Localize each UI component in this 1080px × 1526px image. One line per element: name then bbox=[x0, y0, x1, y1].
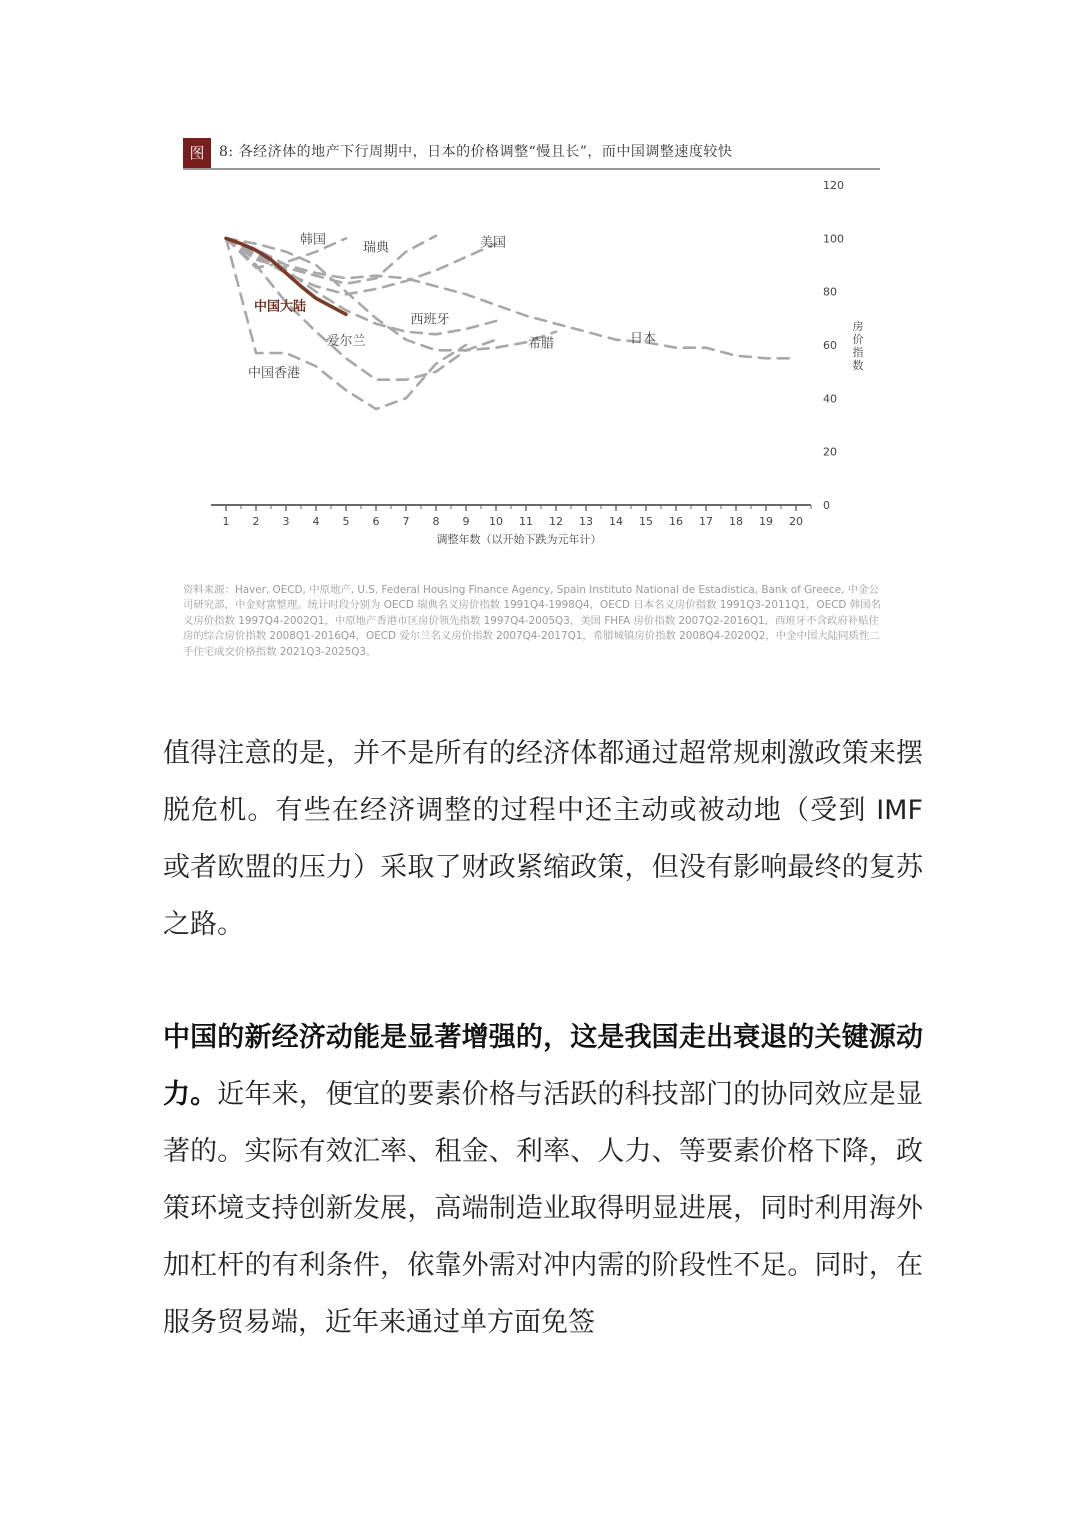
body-paragraph-2 bbox=[163, 1009, 923, 1351]
house-price-chart bbox=[0, 0, 1080, 580]
series-label: 中国香港 bbox=[247, 366, 301, 381]
x-tick-label: 6 bbox=[372, 515, 380, 528]
series-label: 美国 bbox=[479, 235, 507, 251]
y-tick-label: 100 bbox=[823, 232, 844, 246]
y-axis-title: 房价指数 bbox=[852, 320, 864, 372]
x-tick-label: 17 bbox=[699, 515, 713, 528]
series-line-日本 bbox=[226, 238, 796, 358]
x-tick-label: 18 bbox=[729, 515, 743, 528]
series-label: 韩国 bbox=[299, 232, 327, 248]
y-tick-label: 120 bbox=[823, 179, 844, 192]
paragraph-text: 近年来，便宜的要素价格与活跃的科技部门的协同效应是显著的。实际有效汇率、租金、利率、人力、等要素价格下降，政策环境支持创新发展，高端制造业取得明显进展，同时利用海外加杠杆的有利条件，依靠外需对冲内需的阶段性不足。同时，在服务贸易端，近年来通过单方面免签 bbox=[163, 1079, 923, 1338]
x-tick-label: 19 bbox=[759, 515, 773, 528]
x-tick-label: 16 bbox=[669, 515, 683, 528]
x-axis-title: 调整年数（以开始下跌为元年计） bbox=[436, 533, 602, 546]
x-tick-label: 3 bbox=[282, 515, 290, 528]
x-tick-label: 8 bbox=[432, 515, 440, 528]
paragraph-lead-bold: 中国的新经济动能是显著增强的，这是我国走出衰退的关键源动力。 bbox=[163, 1022, 923, 1110]
series-line-西班牙 bbox=[226, 238, 496, 334]
x-tick-label: 9 bbox=[462, 515, 470, 528]
x-tick-label: 5 bbox=[342, 515, 350, 528]
x-tick-label: 1 bbox=[222, 515, 230, 528]
y-tick-label: 60 bbox=[823, 339, 837, 352]
y-tick-label: 0 bbox=[823, 499, 830, 512]
y-tick-label: 80 bbox=[823, 285, 837, 299]
x-tick-label: 7 bbox=[402, 515, 410, 528]
figure-source-note: 资料来源：Haver, OECD, 中原地产, U.S. Federal Housing Finance Agency, Spain Instituto National de Estadistica, Bank of Greece, 中金公司研究部，中金财富整理。统计时段分别为 OECD 瑞典名义房价指数 1991Q4-1998Q4，OECD 日本名义房价指数 1991Q3-2011Q1，OECD 韩国名义房价指数 1997Q4-2002Q1，中原地产香港市区房价领先指数 1997Q4-2005Q3，美国 FHFA 房价指数 2007Q2-2016Q1，西班牙不含政府补贴住房的综合房价指数 2008Q1-2016Q4，OECD 爱尔兰名义房价指数 2007Q4-2017Q1，希腊城镇房价指数 2008Q4-2020Q2，中金中国大陆同质性二手住宅成交价格指数 2021Q3-2025Q3。 bbox=[183, 584, 881, 658]
series-label: 瑞典 bbox=[362, 240, 390, 256]
series-line-瑞典 bbox=[226, 236, 436, 284]
x-tick-label: 14 bbox=[609, 515, 623, 528]
x-tick-label: 13 bbox=[579, 515, 593, 528]
series-label: 希腊 bbox=[527, 336, 555, 352]
x-tick-label: 15 bbox=[639, 515, 653, 528]
body-paragraph-1: 值得注意的是，并不是所有的经济体都通过超常规刺激政策来摆脱危机。有些在经济调整的过程中还主动或被动地（受到 IMF 或者欧盟的压力）采取了财政紧缩政策，但没有影响最终的复苏之路。 bbox=[163, 738, 923, 940]
chart-figure bbox=[0, 0, 1080, 680]
series-label: 中国大陆 bbox=[253, 299, 307, 315]
x-tick-label: 2 bbox=[252, 515, 260, 528]
x-tick-label: 20 bbox=[789, 515, 803, 528]
series-label: 日本 bbox=[629, 331, 657, 347]
chart-series bbox=[226, 236, 796, 409]
x-tick-label: 10 bbox=[489, 515, 503, 528]
figure-title: 8: 各经济体的地产下行周期中，日本的价格调整“慢且长”，而中国调整速度较快 bbox=[219, 144, 733, 160]
series-line-希腊 bbox=[226, 238, 556, 350]
figure-tag: 图 bbox=[183, 138, 211, 168]
x-tick-label: 11 bbox=[519, 515, 533, 528]
x-tick-label: 12 bbox=[549, 515, 563, 528]
series-label: 爱尔兰 bbox=[326, 334, 366, 349]
x-tick-label: 4 bbox=[312, 515, 320, 528]
y-tick-label: 20 bbox=[823, 445, 837, 459]
series-label: 西班牙 bbox=[410, 312, 450, 328]
y-tick-label: 40 bbox=[823, 392, 837, 406]
